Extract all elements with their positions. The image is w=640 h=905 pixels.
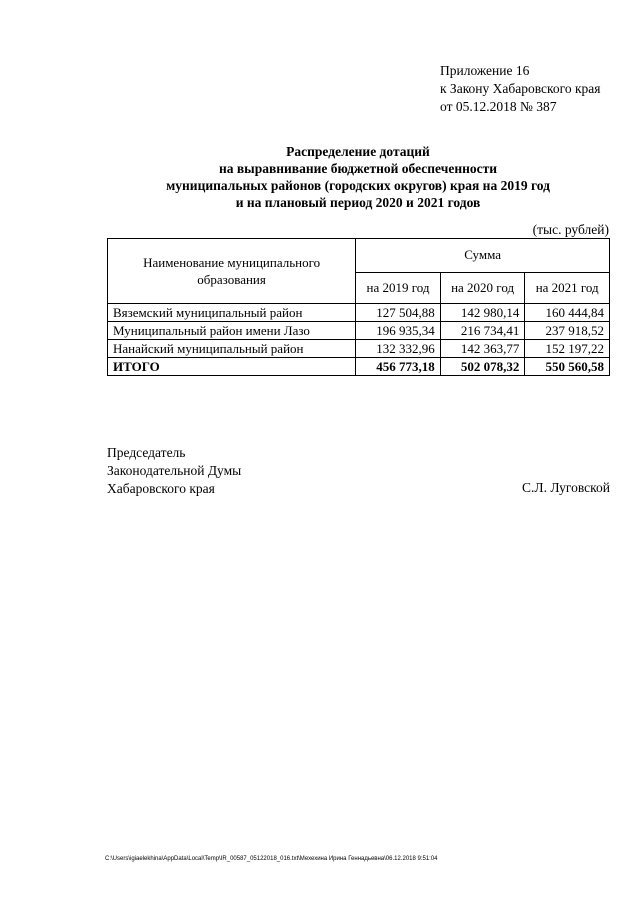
row-value-2020: 142 363,77 <box>440 340 525 358</box>
title-line-1: Распределение дотаций <box>286 144 430 159</box>
row-value-2019: 127 504,88 <box>356 304 441 322</box>
total-value-2020: 502 078,32 <box>440 358 525 376</box>
total-row <box>108 358 610 376</box>
footer-file-path: C:\Users\igiaelekhina\AppData\Local\Temp\IR_00587_05122018_016.txt\Мехехина Ирина Геннадьевна\06.12.2018 9:51:04 <box>105 856 438 862</box>
total-label: ИТОГО <box>108 358 356 376</box>
year-2021-header: на 2021 год <box>525 272 610 303</box>
signature-position-line-3: Хабаровского края <box>107 481 215 496</box>
appendix-number: Приложение 16 <box>440 63 530 78</box>
row-name: Муниципальный район имени Лазо <box>108 322 356 340</box>
signer-name: С.Л. Луговской <box>522 480 610 495</box>
row-value-2020: 142 980,14 <box>440 304 525 322</box>
year-2019-header: на 2019 год <box>356 272 441 303</box>
row-value-2021: 152 197,22 <box>525 340 610 358</box>
row-value-2019: 132 332,96 <box>356 340 441 358</box>
budget-table <box>107 238 610 376</box>
row-name: Нанайский муниципальный район <box>108 340 356 358</box>
total-value-2021: 550 560,58 <box>525 358 610 376</box>
appendix-date: от 05.12.2018 № 387 <box>440 99 557 114</box>
table-row <box>108 304 610 322</box>
title-line-3: муниципальных районов (городских округов) края на 2019 год <box>166 178 550 193</box>
signature-position-line-2: Законодательной Думы <box>107 463 242 478</box>
row-value-2021: 160 444,84 <box>525 304 610 322</box>
sum-column-header: Сумма <box>356 239 610 273</box>
row-value-2020: 216 734,41 <box>440 322 525 340</box>
name-column-header: Наименование муниципального образования <box>108 239 356 304</box>
row-name: Вяземский муниципальный район <box>108 304 356 322</box>
appendix-reference <box>440 62 601 116</box>
document-title <box>100 143 616 211</box>
year-2020-header: на 2020 год <box>440 272 525 303</box>
table-row <box>108 322 610 340</box>
table-header-row <box>108 239 610 273</box>
table-row <box>108 340 610 358</box>
appendix-law: к Закону Хабаровского края <box>440 81 601 96</box>
row-value-2019: 196 935,34 <box>356 322 441 340</box>
signature-block <box>107 444 241 498</box>
title-line-4: и на плановый период 2020 и 2021 годов <box>235 195 481 210</box>
title-line-2: на выравнивание бюджетной обеспеченности <box>218 161 498 176</box>
total-value-2019: 456 773,18 <box>356 358 441 376</box>
row-value-2021: 237 918,52 <box>525 322 610 340</box>
signature-position-line-1: Председатель <box>107 445 186 460</box>
units-label: (тыс. рублей) <box>532 222 609 237</box>
